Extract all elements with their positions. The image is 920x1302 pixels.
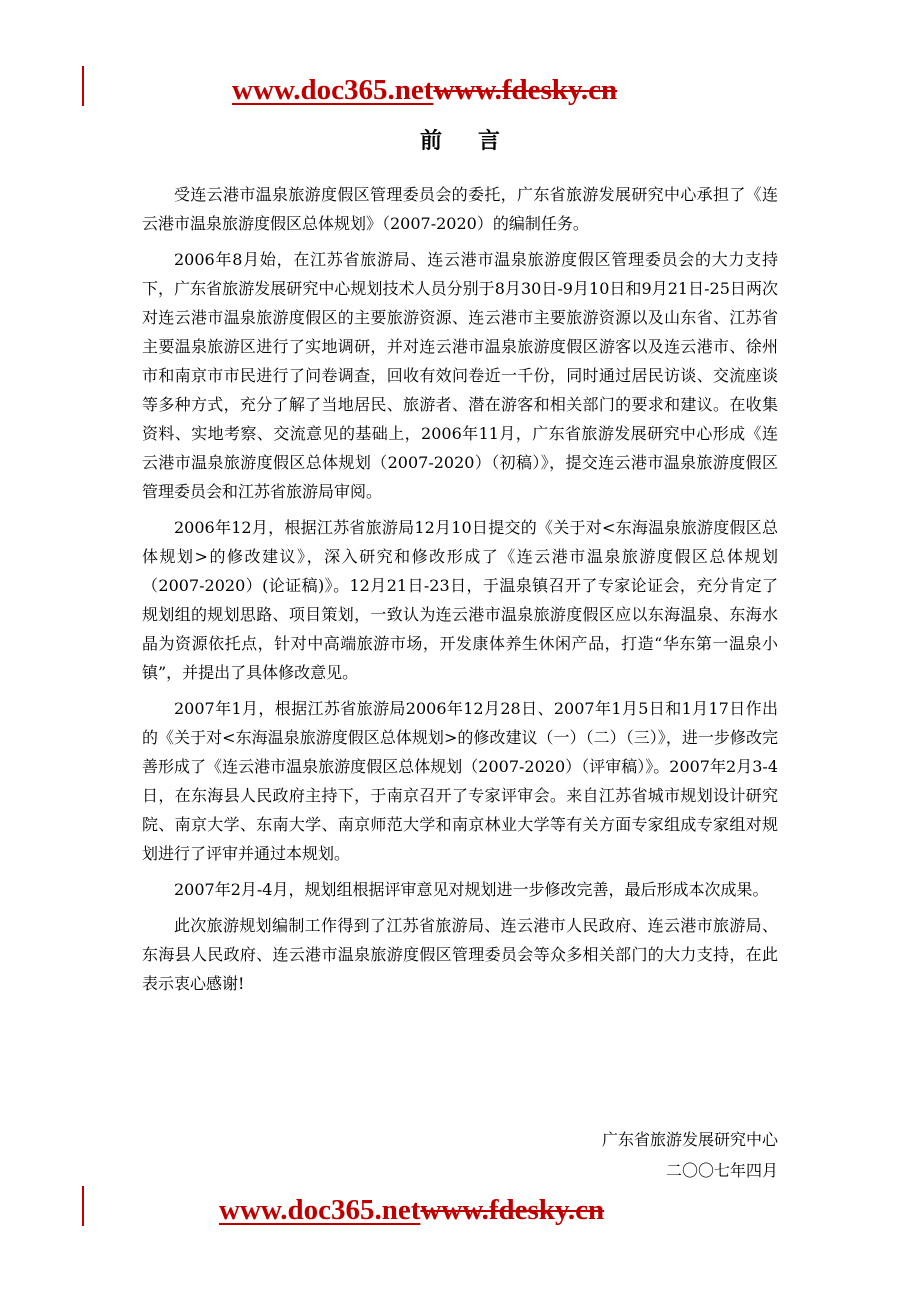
paragraph-2: 2006年8月始，在江苏省旅游局、连云港市温泉旅游度假区管理委员会的大力支持下，广东省旅游发展研究中心规划技术人员分别于8月30日-9月10日和9月21日-25日两次对连云港市温泉旅游度假区的主要旅游资源、连云港市主要旅游资源以及山东省、江苏省主要温泉旅游区进行了实地调研，并对连云港市温泉旅游度假区游客以及连云港市、徐州市和南京市市民进行了问卷调查，回收有效问卷近一千份，同时通过居民访谈、交流座谈等多种方式，充分了解了当地居民、旅游者、潜在游客和相关部门的要求和建议。在收集资料、实地考察、交流意见的基础上，2006年11月，广东省旅游发展研究中心形成《连云港市温泉旅游度假区总体规划（2007-2020）（初稿）》，提交连云港市温泉旅游度假区管理委员会和江苏省旅游局审阅。 (142, 250, 778, 501)
page-title: 前言 (419, 129, 536, 154)
paragraph-6: 此次旅游规划编制工作得到了江苏省旅游局、连云港市人民政府、连云港市旅游局、东海县人民政府、连云港市温泉旅游度假区管理委员会等众多相关部门的大力支持，在此表示衷心感谢! (142, 916, 778, 993)
preface-body (142, 180, 778, 1005)
signature-date: 二〇〇七年四月 (665, 1161, 778, 1180)
watermark-header (232, 73, 692, 107)
watermark-url-1: www.doc365.net (219, 1194, 421, 1226)
signature-organization: 广东省旅游发展研究中心 (601, 1130, 778, 1149)
watermark-footer (219, 1193, 679, 1227)
crop-mark-bottom (82, 1186, 84, 1226)
paragraph-5: 2007年2月-4月，规划组根据评审意见对规划进一步修改完善，最后形成本次成果。 (174, 880, 769, 899)
watermark-url-1: www.doc365.net (232, 74, 434, 106)
watermark-url-2: www.fdesky.cn (420, 1194, 605, 1226)
paragraph-4: 2007年1月，根据江苏省旅游局2006年12月28日、2007年1月5日和1月17日作出的《关于对<东海温泉旅游度假区总体规划>的修改建议（一）（二）（三）》，进一步修改完善形成了《连云港市温泉旅游度假区总体规划（2007-2020）（评审稿）》。2007年2月3-4日，在东海县人民政府主持下，于南京召开了专家评审会。来自江苏省城市规划设计研究院、南京大学、东南大学、南京师范大学和南京林业大学等有关方面专家组成专家组对规划进行了评审并通过本规划。 (142, 699, 778, 863)
watermark-url-2: www.fdesky.cn (433, 74, 618, 106)
crop-mark-top (82, 66, 84, 106)
paragraph-3: 2006年12月，根据江苏省旅游局12月10日提交的《关于对<东海温泉旅游度假区总体规划>的修改建议》，深入研究和修改形成了《连云港市温泉旅游度假区总体规划（2007-2020）(论证稿)》。12月21日-23日，于温泉镇召开了专家论证会，充分肯定了规划组的规划思路、项目策划，一致认为连云港市温泉旅游度假区应以东海温泉、东海水晶为资源依托点，针对中高端旅游市场，开发康体养生休闲产品，打造“华东第一温泉小镇”，并提出了具体修改意见。 (142, 518, 778, 682)
paragraph-1: 受连云港市温泉旅游度假区管理委员会的委托，广东省旅游发展研究中心承担了《连云港市温泉旅游度假区总体规划》（2007-2020）的编制任务。 (142, 185, 778, 233)
